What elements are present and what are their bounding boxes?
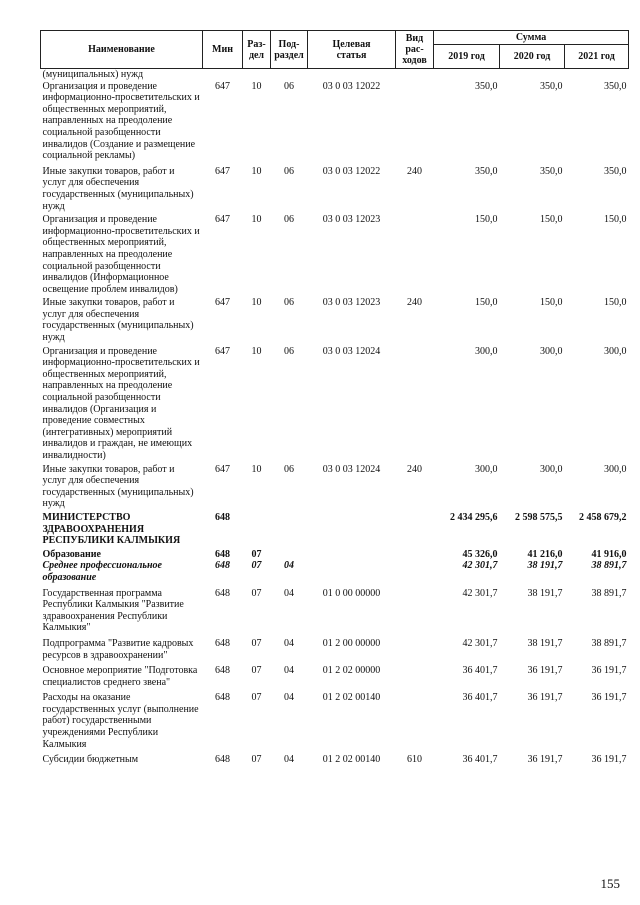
header-min: Мин bbox=[203, 31, 243, 69]
row-sum-2019: 42 301,7 bbox=[462, 637, 498, 649]
table-row bbox=[41, 661, 629, 688]
row-vid: 610 bbox=[407, 754, 422, 766]
row-vid: 240 bbox=[407, 165, 422, 177]
row-sum-2020: 36 191,7 bbox=[527, 754, 563, 766]
table-header bbox=[41, 31, 629, 69]
table-row bbox=[41, 547, 629, 561]
table-row bbox=[41, 750, 629, 766]
row-tselevaya: 03 0 03 12022 bbox=[322, 165, 381, 177]
table-row bbox=[41, 212, 629, 295]
row-podrazdel: 06 bbox=[284, 80, 294, 92]
row-podrazdel: 04 bbox=[284, 754, 294, 766]
row-sum-2019: 150,0 bbox=[475, 214, 498, 226]
row-sum-2021: 150,0 bbox=[604, 297, 627, 309]
row-name: Иные закупки товаров, работ и услуг для обеспечения государственных (муниципальных) нужд bbox=[42, 463, 194, 510]
row-podrazdel: 04 bbox=[284, 665, 294, 677]
header-2020: 2020 год bbox=[500, 45, 565, 69]
row-sum-2019: 350,0 bbox=[475, 165, 498, 177]
row-sum-2021: 300,0 bbox=[604, 463, 627, 475]
budget-sheet bbox=[40, 30, 628, 766]
row-sum-2019: 2 434 295,6 bbox=[450, 511, 498, 523]
table-row bbox=[41, 69, 629, 81]
row-razdel: 10 bbox=[251, 345, 262, 357]
row-sum-2021: 36 191,7 bbox=[591, 754, 627, 766]
row-sum-2021: 41 916,0 bbox=[591, 548, 627, 560]
row-tselevaya: 01 2 00 00000 bbox=[322, 637, 381, 649]
table-row bbox=[41, 510, 629, 547]
row-podrazdel: 04 bbox=[284, 560, 294, 572]
row-sum-2019: 42 301,7 bbox=[462, 587, 498, 599]
table-row bbox=[41, 162, 629, 212]
row-vid bbox=[396, 688, 434, 750]
row-min: 647 bbox=[215, 463, 230, 475]
row-tselevaya bbox=[308, 560, 396, 583]
row-razdel: 07 bbox=[251, 637, 262, 649]
row-razdel: 07 bbox=[251, 692, 262, 704]
header-summa: Сумма bbox=[434, 31, 629, 45]
row-sum-2021: 300,0 bbox=[604, 345, 627, 357]
row-sum-2020: 300,0 bbox=[540, 345, 563, 357]
row-vid bbox=[396, 547, 434, 561]
table-row bbox=[41, 634, 629, 661]
row-name: Организация и проведение информационно-просветительских и общественных мероприятий, направленных на преодоление социальной разобщенности инвалидов (Организация и проведение совместных (интегративных) мероприятий инвалидов и граждан, не имеющих инвалидности) bbox=[42, 345, 200, 461]
row-sum-2020: 38 191,7 bbox=[527, 560, 563, 572]
row-vid bbox=[396, 560, 434, 583]
header-tselevaya: Целевая статья bbox=[308, 31, 396, 69]
row-name: (муниципальных) нужд bbox=[42, 69, 144, 80]
row-sum-2020: 150,0 bbox=[540, 297, 563, 309]
row-razdel bbox=[243, 510, 271, 547]
row-name: Подпрограмма "Развитие кадровых ресурсов в здравоохранении" bbox=[42, 637, 194, 661]
row-vid bbox=[396, 661, 434, 688]
row-sum-2021: 38 891,7 bbox=[591, 560, 627, 572]
row-vid bbox=[396, 69, 434, 81]
row-sum-2021: 36 191,7 bbox=[591, 665, 627, 677]
row-sum-2020: 38 191,7 bbox=[527, 587, 563, 599]
row-name: Организация и проведение информационно-просветительских и общественных мероприятий, направленных на преодоление социальной разобщенности инвалидов (Создание и размещение социальной рекламы) bbox=[42, 80, 200, 162]
header-vid: Вид рас- ходов bbox=[396, 31, 434, 69]
row-sum-2021: 38 891,7 bbox=[591, 587, 627, 599]
row-name: Субсидии бюджетным bbox=[42, 754, 139, 766]
row-min: 648 bbox=[215, 548, 230, 560]
row-sum-2021: 38 891,7 bbox=[591, 637, 627, 649]
row-sum-2020: 38 191,7 bbox=[527, 637, 563, 649]
row-min: 648 bbox=[215, 587, 230, 599]
row-razdel: 10 bbox=[251, 214, 262, 226]
row-sum-2021: 150,0 bbox=[604, 214, 627, 226]
row-vid bbox=[396, 584, 434, 634]
row-sum-2021: 350,0 bbox=[604, 80, 627, 92]
row-vid bbox=[396, 344, 434, 462]
header-podrazdel: Под- раздел bbox=[271, 31, 308, 69]
row-razdel: 07 bbox=[251, 548, 262, 560]
row-razdel: 10 bbox=[251, 165, 262, 177]
row-vid bbox=[396, 81, 434, 162]
header-razdel: Раз- дел bbox=[243, 31, 271, 69]
row-min: 647 bbox=[215, 165, 230, 177]
row-sum-2020: 36 191,7 bbox=[527, 665, 563, 677]
row-name: Иные закупки товаров, работ и услуг для обеспечения государственных (муниципальных) нужд bbox=[42, 165, 194, 212]
row-name: Среднее профессиональное образование bbox=[42, 560, 162, 583]
row-min: 648 bbox=[215, 692, 230, 704]
row-razdel: 07 bbox=[251, 665, 262, 677]
row-podrazdel: 04 bbox=[284, 692, 294, 704]
row-podrazdel bbox=[271, 547, 308, 561]
row-sum-2019: 150,0 bbox=[475, 297, 498, 309]
row-razdel: 10 bbox=[251, 80, 262, 92]
row-min: 648 bbox=[215, 637, 230, 649]
row-name: Основное мероприятие "Подготовка специалистов среднего звена" bbox=[42, 665, 198, 688]
row-podrazdel: 04 bbox=[284, 637, 294, 649]
row-sum-2020: 41 216,0 bbox=[527, 548, 563, 560]
row-tselevaya: 03 0 03 12024 bbox=[322, 345, 381, 357]
header-2019: 2019 год bbox=[434, 45, 500, 69]
row-tselevaya: 01 0 00 00000 bbox=[322, 587, 381, 599]
row-podrazdel: 06 bbox=[284, 463, 294, 475]
row-podrazdel: 06 bbox=[284, 345, 294, 357]
row-tselevaya: 01 2 02 00000 bbox=[322, 665, 381, 677]
row-podrazdel: 06 bbox=[284, 297, 294, 309]
row-sum-2019: 300,0 bbox=[475, 345, 498, 357]
row-tselevaya: 01 2 02 00140 bbox=[322, 692, 381, 704]
row-vid bbox=[396, 510, 434, 547]
row-name: Государственная программа Республики Калмыкия "Развитие здравоохранения Республики Калмыкия" bbox=[42, 587, 184, 634]
row-podrazdel: 06 bbox=[284, 165, 294, 177]
row-razdel bbox=[243, 69, 271, 81]
row-tselevaya bbox=[308, 69, 396, 81]
row-sum-2021: 2 458 679,2 bbox=[579, 511, 627, 523]
budget-table bbox=[40, 30, 629, 766]
row-min: 648 bbox=[215, 560, 230, 572]
row-name: Иные закупки товаров, работ и услуг для обеспечения государственных (муниципальных) нужд bbox=[42, 297, 194, 344]
row-sum-2019: 300,0 bbox=[475, 463, 498, 475]
row-tselevaya: 01 2 02 00140 bbox=[322, 754, 381, 766]
row-sum-2019: 350,0 bbox=[475, 80, 498, 92]
row-sum-2019: 45 326,0 bbox=[462, 548, 498, 560]
row-name: МИНИСТЕРСТВО ЗДРАВООХРАНЕНИЯ РЕСПУБЛИКИ КАЛМЫКИЯ bbox=[42, 511, 181, 547]
row-tselevaya: 03 0 03 12023 bbox=[322, 214, 381, 226]
row-sum-2019: 42 301,7 bbox=[462, 560, 498, 572]
row-sum-2020 bbox=[500, 69, 565, 81]
row-tselevaya bbox=[308, 547, 396, 561]
row-tselevaya: 03 0 03 12022 bbox=[322, 80, 381, 92]
row-podrazdel: 06 bbox=[284, 214, 294, 226]
header-name: Наименование bbox=[41, 31, 203, 69]
row-min: 647 bbox=[215, 80, 230, 92]
row-min: 648 bbox=[215, 511, 230, 523]
table-row bbox=[41, 688, 629, 750]
table-row bbox=[41, 81, 629, 162]
row-sum-2020: 36 191,7 bbox=[527, 692, 563, 704]
row-sum-2021: 36 191,7 bbox=[591, 692, 627, 704]
row-sum-2019: 36 401,7 bbox=[462, 692, 498, 704]
row-vid bbox=[396, 634, 434, 661]
row-sum-2020: 350,0 bbox=[540, 165, 563, 177]
row-name: Образование bbox=[42, 548, 101, 560]
row-sum-2019 bbox=[434, 69, 500, 81]
table-row bbox=[41, 344, 629, 462]
row-tselevaya: 03 0 03 12024 bbox=[322, 463, 381, 475]
row-razdel: 07 bbox=[251, 754, 262, 766]
row-vid: 240 bbox=[407, 297, 422, 309]
row-name: Организация и проведение информационно-просветительских и общественных мероприятий, направленных на преодоление социальной разобщенности инвалидов (Информационное освещение проблем инвалидов) bbox=[42, 214, 200, 295]
row-min bbox=[203, 69, 243, 81]
row-sum-2020: 150,0 bbox=[540, 214, 563, 226]
page-number: 155 bbox=[600, 876, 620, 891]
row-min: 648 bbox=[215, 665, 230, 677]
row-tselevaya bbox=[308, 510, 396, 547]
row-min: 648 bbox=[215, 754, 230, 766]
row-vid bbox=[396, 212, 434, 295]
row-sum-2021 bbox=[565, 69, 629, 81]
row-sum-2020: 2 598 575,5 bbox=[515, 511, 563, 523]
row-vid: 240 bbox=[407, 463, 422, 475]
table-row bbox=[41, 462, 629, 510]
row-podrazdel bbox=[271, 69, 308, 81]
row-name: Расходы на оказание государственных услуг (выполнение работ) государственными учреждениями Республики Калмыкия bbox=[42, 692, 199, 750]
row-razdel: 10 bbox=[251, 297, 262, 309]
row-min: 647 bbox=[215, 297, 230, 309]
row-sum-2020: 300,0 bbox=[540, 463, 563, 475]
row-razdel: 07 bbox=[251, 587, 262, 599]
row-sum-2019: 36 401,7 bbox=[462, 665, 498, 677]
table-body bbox=[41, 69, 629, 766]
row-tselevaya: 03 0 03 12023 bbox=[322, 297, 381, 309]
row-sum-2020: 350,0 bbox=[540, 80, 563, 92]
row-sum-2021: 350,0 bbox=[604, 165, 627, 177]
row-razdel: 07 bbox=[251, 560, 262, 572]
row-min: 647 bbox=[215, 345, 230, 357]
row-sum-2019: 36 401,7 bbox=[462, 754, 498, 766]
table-row bbox=[41, 584, 629, 634]
row-podrazdel: 04 bbox=[284, 587, 294, 599]
row-razdel: 10 bbox=[251, 463, 262, 475]
header-2021: 2021 год bbox=[565, 45, 629, 69]
table-row bbox=[41, 295, 629, 343]
table-row bbox=[41, 560, 629, 583]
row-min: 647 bbox=[215, 214, 230, 226]
row-podrazdel bbox=[271, 510, 308, 547]
